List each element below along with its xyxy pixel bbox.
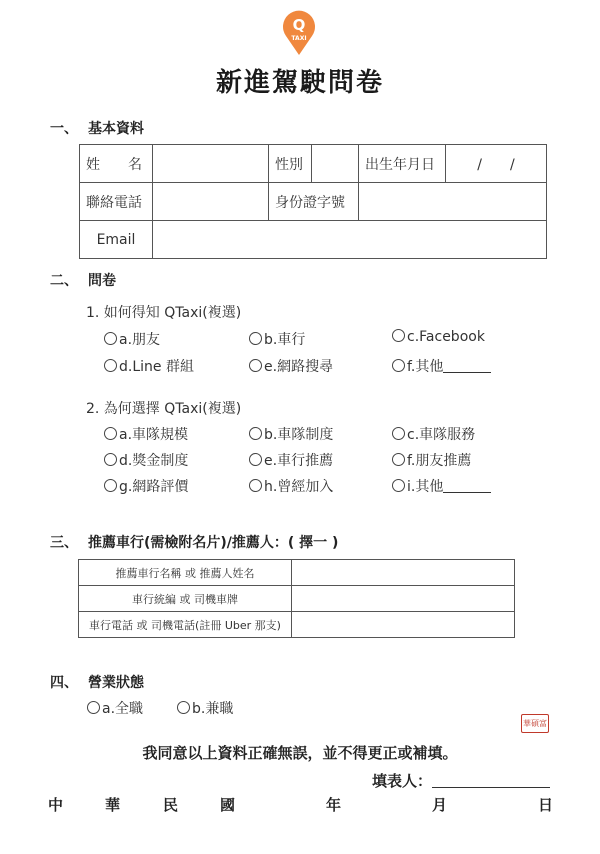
logo-q-text: Q: [292, 16, 306, 34]
referral-id-field[interactable]: [292, 586, 515, 612]
date-char-3: 民: [163, 796, 179, 814]
q1-option-e[interactable]: e.網路搜尋: [249, 356, 333, 376]
q1-option-a[interactable]: a.朋友: [104, 329, 160, 349]
q1-option-f[interactable]: f.其他: [392, 356, 491, 376]
radio-circle-icon: [392, 453, 405, 466]
q1-option-d[interactable]: d.Line 群組: [104, 356, 194, 376]
qtaxi-logo: [282, 8, 316, 56]
email-field[interactable]: [153, 221, 547, 259]
section2-heading: [50, 270, 116, 290]
radio-circle-icon: [87, 701, 100, 714]
radio-circle-icon: [249, 479, 262, 492]
radio-circle-icon: [104, 453, 117, 466]
question-2: 2. 為何選擇 QTaxi(複選): [86, 401, 242, 417]
consent-statement: 我同意以上資料正確無誤，並不得更正或補填。: [142, 744, 458, 762]
radio-circle-icon: [104, 427, 117, 440]
section2-number: 二、: [50, 273, 78, 289]
q2-option-a[interactable]: a.車隊規模: [104, 424, 188, 444]
logo-sub-text: TAXI: [291, 35, 307, 42]
radio-circle-icon: [177, 701, 190, 714]
date-month: 月: [432, 796, 448, 814]
signer-row: [372, 770, 550, 791]
status-option-parttime[interactable]: b.兼職: [177, 698, 233, 718]
seal-stamp: 華碩富: [521, 714, 549, 733]
dob-label: 出生年月日: [359, 145, 446, 183]
q2-option-b[interactable]: b.車隊制度: [249, 424, 333, 444]
q2-option-d[interactable]: d.獎金制度: [104, 450, 188, 470]
radio-circle-icon: [249, 332, 262, 345]
id-field[interactable]: [359, 183, 547, 221]
date-year: 年: [326, 796, 342, 814]
radio-circle-icon: [392, 329, 405, 342]
date-day: 日: [538, 796, 554, 814]
section3-title: 推薦車行(需檢附名片)/推薦人：( 擇一 ): [88, 535, 339, 551]
gender-label: 性別: [269, 145, 312, 183]
section1-title: 基本資料: [88, 121, 144, 137]
radio-circle-icon: [392, 479, 405, 492]
section1-number: 一、: [50, 121, 78, 137]
section3-heading: [50, 532, 338, 552]
section4-number: 四、: [50, 675, 78, 691]
id-label: 身份證字號: [269, 183, 359, 221]
radio-circle-icon: [104, 359, 117, 372]
dob-field[interactable]: / /: [446, 145, 547, 183]
q1-option-c[interactable]: c.Facebook: [392, 329, 485, 345]
q2-other-blank[interactable]: [443, 492, 491, 493]
referral-name-label: 推薦車行名稱 或 推薦人姓名: [79, 560, 292, 586]
q2-option-c[interactable]: c.車隊服務: [392, 424, 475, 444]
q2-option-h[interactable]: h.曾經加入: [249, 476, 333, 496]
q2-option-g[interactable]: g.網路評價: [104, 476, 188, 496]
referral-name-field[interactable]: [292, 560, 515, 586]
referral-table: [78, 559, 515, 638]
radio-circle-icon: [249, 427, 262, 440]
radio-circle-icon: [249, 359, 262, 372]
q2-option-f[interactable]: f.朋友推薦: [392, 450, 471, 470]
referral-phone-field[interactable]: [292, 612, 515, 638]
radio-circle-icon: [104, 332, 117, 345]
referral-phone-label: 車行電話 或 司機電話(註冊 Uber 那支): [79, 612, 292, 638]
section3-number: 三、: [50, 535, 78, 551]
date-char-4: 國: [220, 796, 236, 814]
section2-title: 問卷: [88, 273, 116, 289]
name-label: 姓 名: [80, 145, 153, 183]
gender-field[interactable]: [312, 145, 359, 183]
q2-option-e[interactable]: e.車行推薦: [249, 450, 333, 470]
referral-id-label: 車行統編 或 司機車牌: [79, 586, 292, 612]
basic-info-table: [79, 144, 547, 259]
name-field[interactable]: [153, 145, 269, 183]
phone-label: 聯絡電話: [80, 183, 153, 221]
section4-title: 營業狀態: [88, 675, 144, 691]
section4-heading: [50, 672, 144, 692]
radio-circle-icon: [392, 359, 405, 372]
status-option-fulltime[interactable]: a.全職: [87, 698, 143, 718]
radio-circle-icon: [392, 427, 405, 440]
phone-field[interactable]: [153, 183, 269, 221]
signer-field[interactable]: [432, 787, 550, 788]
q1-option-b[interactable]: b.車行: [249, 329, 305, 349]
email-label: Email: [80, 221, 153, 259]
signer-label: 填表人：: [372, 772, 433, 790]
radio-circle-icon: [249, 453, 262, 466]
page-title: 新進駕駛問卷: [215, 68, 384, 98]
q2-option-i[interactable]: i.其他: [392, 476, 491, 496]
question-1: 1. 如何得知 QTaxi(複選): [86, 305, 242, 321]
date-char-2: 華: [105, 796, 121, 814]
radio-circle-icon: [104, 479, 117, 492]
q1-other-blank[interactable]: [443, 372, 491, 373]
date-char-1: 中: [48, 796, 64, 814]
section1-heading: [50, 118, 144, 138]
